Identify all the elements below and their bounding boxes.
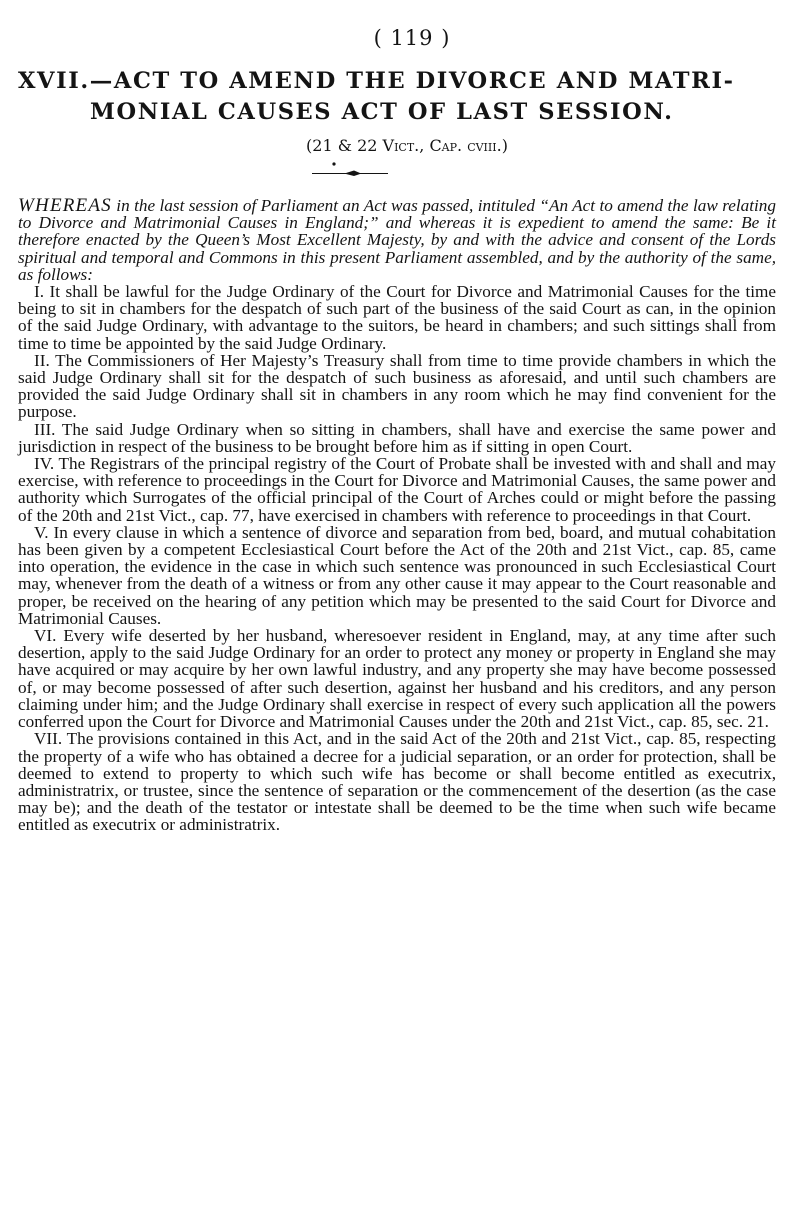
preamble <box>18 197 776 283</box>
section-7: VII. The provisions contained in this Act, and in the said Act of the 20th and 21st Vict., cap. 85, respecting the property of a wife who has obtained a decree for a judicial separation, or an order for protection, shall be deemed to extend to property to which such wife has become or shall become entitled as executrix, administratrix, or trustee, since the sentence of separation or the commencement of the desertion (as the case may be); and the death of the testator or intestate shall be deemed to be the time when such wife became entitled as executrix or administratrix. <box>18 729 776 835</box>
section-4: IV. The Registrars of the principal registry of the Court of Probate shall be invested with and shall and may exercise, with reference to proceedings in the Court for Divorce and Matrimonial Causes, the same power and authority which Surrogates of the official principal of the Court of Arches could or might before the passing of the 20th and 21st Vict., cap. 77, have exercised in chambers with reference to proceedings in that Court. <box>18 454 776 525</box>
act-title-line-1: XVII.—ACT TO AMEND THE DIVORCE AND MATRI- <box>18 68 735 94</box>
preamble-lead: WHEREAS <box>18 195 112 216</box>
section-5: V. In every clause in which a sentence of divorce and separation from bed, board, and mutual cohabitation has been given by a competent Ecclesiastical Court before the Act of the 20th and 21st Vict., cap. 85, came into operation, the evidence in the case in which such sentence was pronounced in such Ecclesiastical Court may, whenever from the death of a witness or from any other cause it may appear to the Court reasonable and proper, be received on the hearing of any petition which may be presented to the said Court for Divorce and Matrimonial Causes. <box>18 522 776 628</box>
ornamental-rule-icon <box>310 161 390 179</box>
section-3: III. The said Judge Ordinary when so sitting in chambers, shall have and exercise the same power and jurisdiction in respect of the business to be brought before him as if sitting in open Court. <box>18 419 776 456</box>
citation-suffix: ) <box>501 136 508 155</box>
section-2: II. The Commissioners of Her Majesty’s Treasury shall from time to time provide chambers in which the said Judge Ordinary shall sit for the despatch of such business as aforesaid, and until such chambers are provided the said Judge Ordinary shall sit in chambers in any room which he may find convenient for the purpose. <box>18 350 776 422</box>
act-body <box>18 197 776 834</box>
section-6: VI. Every wife deserted by her husband, wheresoever resident in England, may, at any time after such desertion, apply to the said Judge Ordinary for an order to protect any money or property in England she may have acquired or may acquire by her own lawful industry, and any property she may have become possessed of, or may become possessed of after such desertion, against her husband and his creditors, and any person claiming under him; and the Judge Ordinary shall exercise in respect of every such application all the powers conferred upon the Court for Divorce and Matrimonial Causes under the 20th and 21st Vict., cap. 85, sec. 21. <box>18 626 776 732</box>
citation-mid: , <box>419 136 430 155</box>
citation-prefix: (21 & 22 <box>306 136 383 155</box>
citation-cap: Cap. cviii. <box>429 136 502 155</box>
page-number: ( 119 ) <box>373 26 451 50</box>
preamble-text: in the last session of Parliament an Act was passed, intituled “An Act to amend the law relating to Divorce and Matrimonial Causes in England;” and whereas it is expedient to amend the same: Be it therefore enacted by the Queen’s Most Excellent Majesty, by and with the advice and consent of the Lords spiritual and temporal and Commons in this present Parliament assembled, and by the authority of the same, as follows: <box>18 196 776 284</box>
citation-vict: Vict. <box>382 136 420 155</box>
document-page <box>18 26 776 834</box>
section-1: I. It shall be lawful for the Judge Ordinary of the Court for Divorce and Matrimonial Causes for the time being to sit in chambers for the despatch of such part of the business of the said Court as can, in the opinion of the said Judge Ordinary, with advantage to the suitors, be heard in chambers; and such sittings shall from time to time be appointed by the said Judge Ordinary. <box>18 282 776 353</box>
act-citation <box>18 136 776 155</box>
act-title <box>18 66 776 128</box>
act-title-line-2: MONIAL CAUSES ACT OF LAST SESSION. <box>90 99 674 125</box>
